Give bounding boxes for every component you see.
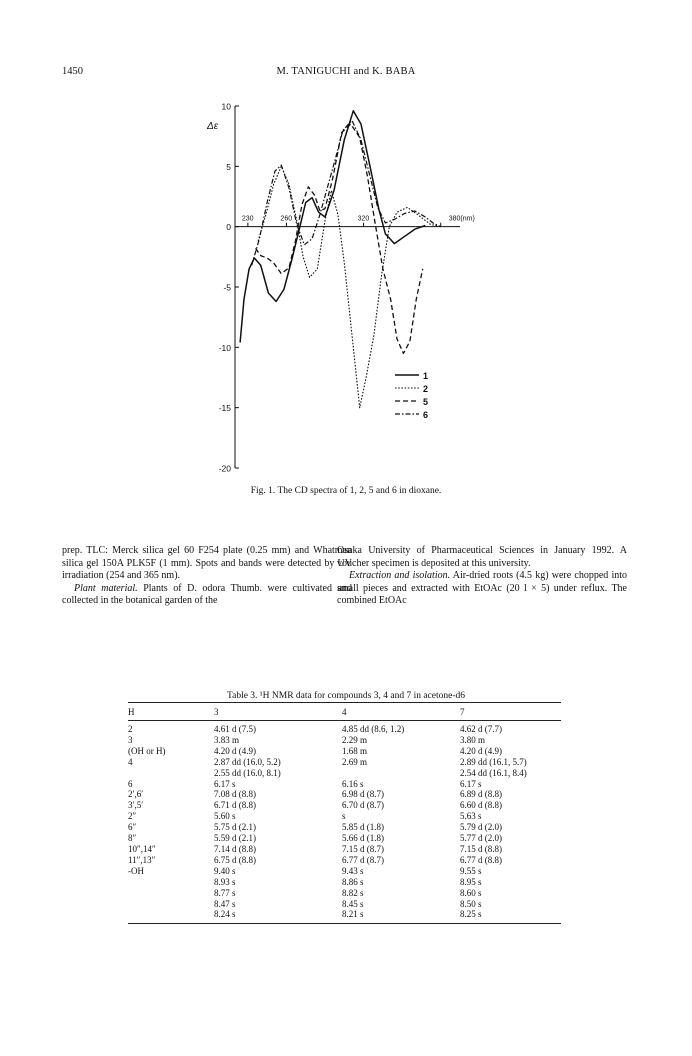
cd-spectra-chart xyxy=(190,96,500,480)
shift-cell: 7.15 d (8.7) xyxy=(342,843,384,854)
shift-cell: 8.95 s xyxy=(460,876,482,887)
proton-label-cell: 2 xyxy=(128,724,133,734)
y-tick-label: 5 xyxy=(226,161,231,172)
shift-cell: 2.55 dd (16.0, 8.1) xyxy=(214,767,281,778)
shift-cell: 9.40 s xyxy=(214,865,236,876)
table-row xyxy=(128,899,561,910)
series-5-line xyxy=(256,124,423,353)
shift-cell: 6.77 d (8.7) xyxy=(342,854,384,865)
proton-label-cell: 11″,13″ xyxy=(128,854,156,865)
x-tick-label: 230 xyxy=(241,215,254,223)
shift-cell: 2.89 dd (16.1, 5.7) xyxy=(460,756,527,767)
proton-label-cell: 2″ xyxy=(128,811,137,822)
proton-label-cell: 3 xyxy=(128,734,133,745)
proton-label-cell: -OH xyxy=(128,865,144,876)
shift-cell: 4.62 d (7.7) xyxy=(460,724,502,734)
running-head: M. TANIGUCHI and K. BABA xyxy=(276,66,416,77)
body-column-left xyxy=(62,545,352,608)
shift-cell: 2.29 m xyxy=(342,734,368,745)
table-row xyxy=(128,811,561,822)
y-tick-label: 0 xyxy=(226,222,231,233)
x-tick-label: 260 xyxy=(280,215,293,223)
shift-cell: 5.66 d (1.8) xyxy=(342,833,384,844)
paragraph: prep. TLC: Merck silica gel 60 F254 plate (0.25 mm) and Whatman silica gel 150A PLK5F (1 mm). Spots and bands were detected by UV irradiation (254 and 365 nm). xyxy=(62,545,352,582)
shift-cell: 7.15 d (8.8) xyxy=(460,843,502,854)
shift-cell: 4.85 dd (8.6, 1.2) xyxy=(342,724,405,734)
proton-label-cell: 6 xyxy=(128,778,133,789)
figure-caption: Fig. 1. The CD spectra of 1, 2, 5 and 6 in dioxane. xyxy=(250,486,442,496)
shift-cell: 8.24 s xyxy=(214,909,342,923)
table-row xyxy=(128,877,561,888)
proton-label-cell xyxy=(128,768,214,779)
table-row xyxy=(128,888,561,899)
shift-cell: 2.87 dd (16.0, 5.2) xyxy=(214,756,281,767)
table-row xyxy=(128,822,561,833)
legend-label-5: 5 xyxy=(423,397,429,407)
paragraph-text: Air-dried roots (4.5 kg) were chopped into small pieces and extracted with EtOAc (20 l × 5) under reflux. The combined EtOAc xyxy=(337,570,628,607)
table-row xyxy=(128,757,561,768)
shift-cell: 8.25 s xyxy=(460,909,561,923)
shift-cell: 7.08 d (8.8) xyxy=(214,789,256,800)
proton-label-cell xyxy=(128,899,214,910)
shift-cell: 2.54 dd (16.1, 8.4) xyxy=(460,767,527,778)
shift-cell: 6.71 d (8.8) xyxy=(214,800,256,811)
shift-cell: 8.93 s xyxy=(214,876,236,887)
shift-cell: 8.45 s xyxy=(342,898,364,909)
paragraph: Osaka University of Pharmaceutical Sciences in January 1992. A voucher specimen is deposited at this university. xyxy=(337,545,627,569)
proton-label-cell xyxy=(128,888,214,899)
body-column-right xyxy=(337,545,627,608)
legend-label-6: 6 xyxy=(423,410,429,420)
shift-cell: 9.43 s xyxy=(342,865,364,876)
shift-cell: 6.77 d (8.8) xyxy=(460,854,502,865)
series-6-line xyxy=(252,121,441,266)
shift-cell: 6.75 d (8.8) xyxy=(214,854,256,865)
shift-cell: 4.20 d (4.9) xyxy=(214,745,256,756)
x-tick-label: 380(nm) xyxy=(448,215,475,223)
page-number: 1450 xyxy=(62,66,83,77)
table-row xyxy=(128,768,561,779)
shift-cell: s xyxy=(342,811,346,822)
shift-cell: 6.17 s xyxy=(214,778,236,789)
y-tick-label: -20 xyxy=(218,463,231,474)
shift-cell: 5.85 d (1.8) xyxy=(342,822,384,833)
column-header: 3 xyxy=(214,703,342,721)
table-row xyxy=(128,721,561,735)
table-row xyxy=(128,800,561,811)
shift-cell: 6.89 d (8.8) xyxy=(460,789,502,800)
shift-cell xyxy=(342,768,460,779)
legend-label-2: 2 xyxy=(423,384,429,394)
proton-label-cell xyxy=(128,877,214,888)
shift-cell: 6.16 s xyxy=(342,778,364,789)
proton-label-cell: 10″,14″ xyxy=(128,843,156,854)
table-row xyxy=(128,909,561,923)
table-header-row xyxy=(128,703,561,721)
proton-label-cell: (OH or H) xyxy=(128,745,166,756)
shift-cell: 6.70 d (8.7) xyxy=(342,800,384,811)
legend-label-1: 1 xyxy=(423,371,429,381)
table-row xyxy=(128,735,561,746)
shift-cell: 9.55 s xyxy=(460,865,482,876)
paragraph xyxy=(62,583,352,608)
shift-cell: 5.63 s xyxy=(460,811,482,822)
paragraph-heading: Plant material. xyxy=(74,582,138,594)
x-tick-label: 320 xyxy=(357,215,370,223)
proton-label-cell: 3′,5′ xyxy=(128,800,144,811)
proton-label-cell xyxy=(128,909,214,923)
shift-cell: 8.47 s xyxy=(214,898,236,909)
y-tick-label: -10 xyxy=(218,342,231,353)
table-row xyxy=(128,779,561,790)
nmr-data-table xyxy=(128,702,561,924)
shift-cell: 5.59 d (2.1) xyxy=(214,833,256,844)
paragraph-heading: Extraction and isolation. xyxy=(349,570,451,582)
proton-label-cell: 6″ xyxy=(128,822,137,833)
shift-cell: 3.83 m xyxy=(214,734,240,745)
shift-cell: 5.77 d (2.0) xyxy=(460,833,502,844)
column-header: 4 xyxy=(342,703,460,721)
column-header: 7 xyxy=(460,703,561,721)
shift-cell: 4.20 d (4.9) xyxy=(460,745,502,756)
column-header: H xyxy=(128,703,214,721)
shift-cell: 2.69 m xyxy=(342,756,368,767)
table-row xyxy=(128,866,561,877)
shift-cell: 1.68 m xyxy=(342,745,368,756)
shift-cell: 6.60 d (8.8) xyxy=(460,800,502,811)
proton-label-cell: 8″ xyxy=(128,833,137,844)
shift-cell: 6.17 s xyxy=(460,778,482,789)
shift-cell: 5.60 s xyxy=(214,811,236,822)
chart-series xyxy=(240,111,441,408)
proton-label-cell: 4 xyxy=(128,756,133,767)
shift-cell: 8.77 s xyxy=(214,887,236,898)
shift-cell: 7.14 d (8.8) xyxy=(214,843,256,854)
paragraph-text: Plants of D. odora Thumb. were cultivated and collected in the botanical garden of the xyxy=(62,582,352,607)
shift-cell: 8.21 s xyxy=(342,909,460,923)
y-tick-label: -15 xyxy=(218,403,231,414)
paragraph xyxy=(337,570,627,608)
proton-label-cell: 2′,6′ xyxy=(128,789,144,800)
table-row xyxy=(128,746,561,757)
shift-cell: 3.80 m xyxy=(460,734,486,745)
y-tick-label: -5 xyxy=(223,282,231,293)
shift-cell: 8.86 s xyxy=(342,876,364,887)
table-caption: Table 3. ¹H NMR data for compounds 3, 4 and 7 in acetone-d6 xyxy=(226,691,466,701)
y-axis-label: Δε xyxy=(207,120,219,132)
shift-cell: 5.75 d (2.1) xyxy=(214,822,256,833)
shift-cell: 8.82 s xyxy=(342,887,364,898)
table-row xyxy=(128,855,561,866)
shift-cell: 8.50 s xyxy=(460,898,482,909)
chart-legend xyxy=(395,371,428,420)
shift-cell: 8.60 s xyxy=(460,887,482,898)
shift-cell: 5.79 d (2.0) xyxy=(460,822,502,833)
y-tick-label: 10 xyxy=(221,101,231,112)
table-row xyxy=(128,833,561,844)
shift-cell: 4.61 d (7.5) xyxy=(214,724,256,734)
series-2-line xyxy=(258,166,441,407)
table-row xyxy=(128,789,561,800)
shift-cell: 6.98 d (8.7) xyxy=(342,789,384,800)
table-row xyxy=(128,844,561,855)
